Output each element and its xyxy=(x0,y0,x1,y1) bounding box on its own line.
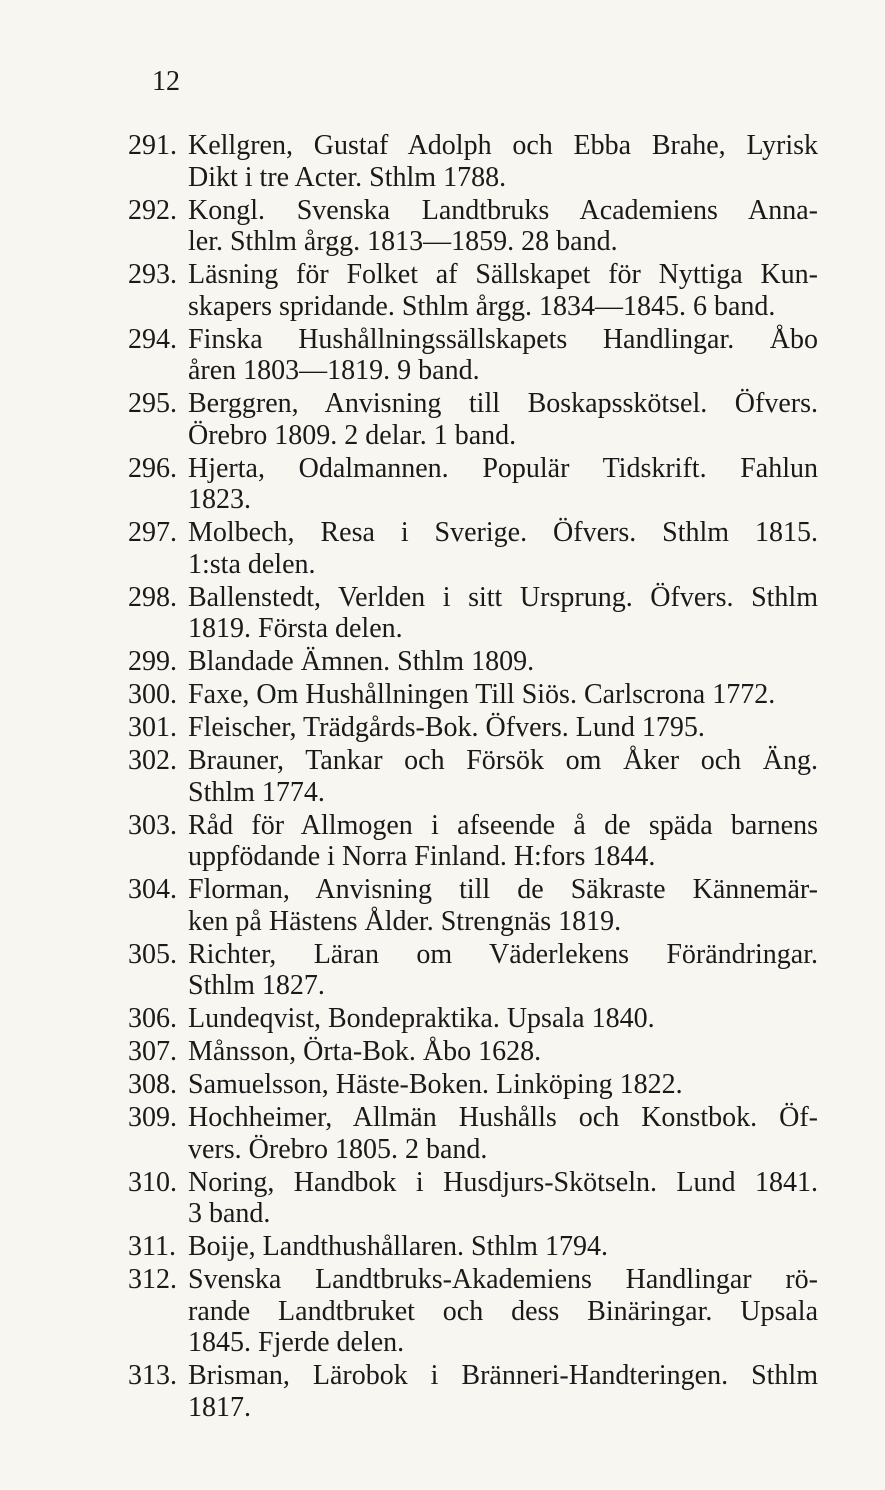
entry-number: 295. xyxy=(128,388,177,419)
entry-text-line: Ballenstedt, Verlden i sitt Ursprung. Öfvers. Sthlm xyxy=(188,581,818,613)
entry-text xyxy=(188,453,818,516)
entry-text-line: Hochheimer, Allmän Hushålls och Konstbok. Öf- xyxy=(188,1102,818,1133)
entry-text xyxy=(188,259,818,322)
entry-text-line: Dikt i tre Acter. Sthlm 1788. xyxy=(188,161,507,193)
entry-number: 300. xyxy=(128,679,177,710)
entry-text-line: Fleischer, Trädgårds-Bok. Öfvers. Lund 1795. xyxy=(188,712,705,743)
entry-text-line: Kongl. Svenska Landtbruks Academiens Anna- xyxy=(188,194,818,226)
entry-text-line: 1819. Första delen. xyxy=(188,613,403,644)
entry-text-line: Sthlm 1774. xyxy=(188,776,325,808)
entry-text-line: Svenska Landtbruks-Akademiens Handlingar rö- xyxy=(188,1264,818,1295)
entry-number: 291. xyxy=(128,130,177,161)
entry-text xyxy=(188,1231,818,1263)
entry-number: 313. xyxy=(128,1360,177,1391)
entry-text xyxy=(188,679,818,711)
entry-text xyxy=(188,517,818,580)
catalog-entry xyxy=(128,388,818,451)
catalog-entry xyxy=(128,259,818,322)
entry-text-line: 1845. Fjerde delen. xyxy=(188,1327,405,1358)
entry-text-line: rande Landtbruket och dess Binäringar. Upsala xyxy=(188,1295,818,1327)
entry-text-line: Hjerta, Odalmannen. Populär Tidskrift. Fahlun xyxy=(188,452,818,484)
catalog-entry xyxy=(128,745,818,808)
entry-text xyxy=(188,582,818,645)
entry-text-line: Råd för Allmogen i afseende å de späda barnens xyxy=(188,809,818,841)
entry-text xyxy=(188,939,818,1002)
entry-number: 305. xyxy=(128,938,177,970)
entry-text xyxy=(188,646,818,678)
entry-text-line: 1823. xyxy=(188,484,251,515)
entry-text xyxy=(188,712,818,744)
entry-text xyxy=(188,1264,818,1359)
entry-number: 303. xyxy=(128,809,177,841)
entry-text-line: Richter, Läran om Väderlekens Förändringar. xyxy=(188,938,818,970)
entry-text xyxy=(188,1069,818,1101)
entry-number: 301. xyxy=(128,712,177,743)
entry-number: 292. xyxy=(128,194,177,226)
entry-text-line: Noring, Handbok i Husdjurs-Skötseln. Lund 1841. xyxy=(188,1166,818,1198)
entry-number: 296. xyxy=(128,452,177,484)
entry-number: 304. xyxy=(128,874,177,905)
entry-number: 308. xyxy=(128,1069,177,1100)
entry-text-line: Berggren, Anvisning till Boskapsskötsel. Öfvers. xyxy=(188,388,818,419)
catalog-entry xyxy=(128,130,818,193)
entry-text-line: 1817. xyxy=(188,1391,251,1423)
entry-text xyxy=(188,1102,818,1165)
entry-text-line: uppfödande i Norra Finland. H:fors 1844. xyxy=(188,841,656,872)
entry-text-line: Brauner, Tankar och Försök om Åker och Äng. xyxy=(188,745,818,776)
entry-text xyxy=(188,388,818,451)
entry-text xyxy=(188,324,818,387)
entry-text xyxy=(188,1003,818,1035)
catalog-entry xyxy=(128,324,818,387)
entry-text xyxy=(188,1360,818,1423)
catalog-entry xyxy=(128,646,818,678)
entry-text xyxy=(188,874,818,937)
entry-text-line: skapers spridande. Sthlm årgg. 1834—1845. 6 band. xyxy=(188,290,776,322)
entry-number: 310. xyxy=(128,1166,177,1198)
catalog-entry xyxy=(128,874,818,937)
entry-text-line: Blandade Ämnen. Sthlm 1809. xyxy=(188,646,535,677)
catalog-entry xyxy=(128,195,818,258)
catalog-entry xyxy=(128,1003,818,1035)
entry-text-line: Faxe, Om Hushållningen Till Siös. Carlscrona 1772. xyxy=(188,679,776,710)
entry-text-line: Florman, Anvisning till de Säkraste Kännemär- xyxy=(188,874,818,905)
entry-text-line: 3 band. xyxy=(188,1198,271,1229)
entry-text-line: Samuelsson, Häste-Boken. Linköping 1822. xyxy=(188,1069,683,1100)
entry-number: 299. xyxy=(128,646,177,677)
entry-number: 293. xyxy=(128,259,177,290)
catalog-entry xyxy=(128,712,818,744)
catalog-entry-list xyxy=(128,130,818,1425)
entry-text-line: Molbech, Resa i Sverige. Öfvers. Sthlm 1815. xyxy=(188,517,818,548)
entry-text-line: Finska Hushållningssällskapets Handlingar. Åbo xyxy=(188,323,818,355)
catalog-entry xyxy=(128,517,818,580)
entry-text-line: Månsson, Örta-Bok. Åbo 1628. xyxy=(188,1036,542,1067)
entry-number: 312. xyxy=(128,1264,177,1295)
entry-text-line: Sthlm 1827. xyxy=(188,970,325,1001)
entry-number: 298. xyxy=(128,581,177,613)
entry-number: 297. xyxy=(128,517,177,548)
catalog-entry xyxy=(128,1231,818,1263)
entry-text-line: Brisman, Lärobok i Bränneri-Handteringen. Sthlm xyxy=(188,1360,818,1391)
catalog-entry xyxy=(128,679,818,711)
entry-text-line: Lundeqvist, Bondepraktika. Upsala 1840. xyxy=(188,1003,655,1034)
entry-number: 309. xyxy=(128,1102,177,1133)
catalog-entry xyxy=(128,1167,818,1230)
entry-text xyxy=(188,810,818,873)
catalog-entry xyxy=(128,1069,818,1101)
entry-text-line: ler. Sthlm årgg. 1813—1859. 28 band. xyxy=(188,226,618,257)
catalog-entry xyxy=(128,1264,818,1359)
entry-text-line: Örebro 1809. 2 delar. 1 band. xyxy=(188,419,517,451)
entry-text-line: Läsning för Folket af Sällskapet för Nyttiga Kun- xyxy=(188,259,818,290)
catalog-entry xyxy=(128,1102,818,1165)
entry-text-line: vers. Örebro 1805. 2 band. xyxy=(188,1133,488,1165)
entry-number: 311. xyxy=(128,1231,176,1262)
catalog-entry xyxy=(128,582,818,645)
entry-text-line: Kellgren, Gustaf Adolph och Ebba Brahe, Lyrisk xyxy=(188,130,818,161)
entry-number: 302. xyxy=(128,745,177,776)
catalog-entry xyxy=(128,939,818,1002)
entry-text-line: ken på Hästens Ålder. Strengnäs 1819. xyxy=(188,905,622,937)
catalog-entry xyxy=(128,453,818,516)
entry-text xyxy=(188,1167,818,1230)
entry-text-line: 1:sta delen. xyxy=(188,548,316,580)
entry-text xyxy=(188,130,818,193)
page-number: 12 xyxy=(152,66,180,97)
entry-text xyxy=(188,745,818,808)
catalog-entry xyxy=(128,1360,818,1423)
entry-text xyxy=(188,1036,818,1068)
entry-number: 294. xyxy=(128,323,177,355)
entry-text-line: Boije, Landthushållaren. Sthlm 1794. xyxy=(188,1231,608,1262)
entry-text xyxy=(188,195,818,258)
catalog-entry xyxy=(128,810,818,873)
entry-text-line: åren 1803—1819. 9 band. xyxy=(188,355,480,386)
entry-number: 306. xyxy=(128,1003,177,1034)
entry-number: 307. xyxy=(128,1036,177,1067)
catalog-entry xyxy=(128,1036,818,1068)
